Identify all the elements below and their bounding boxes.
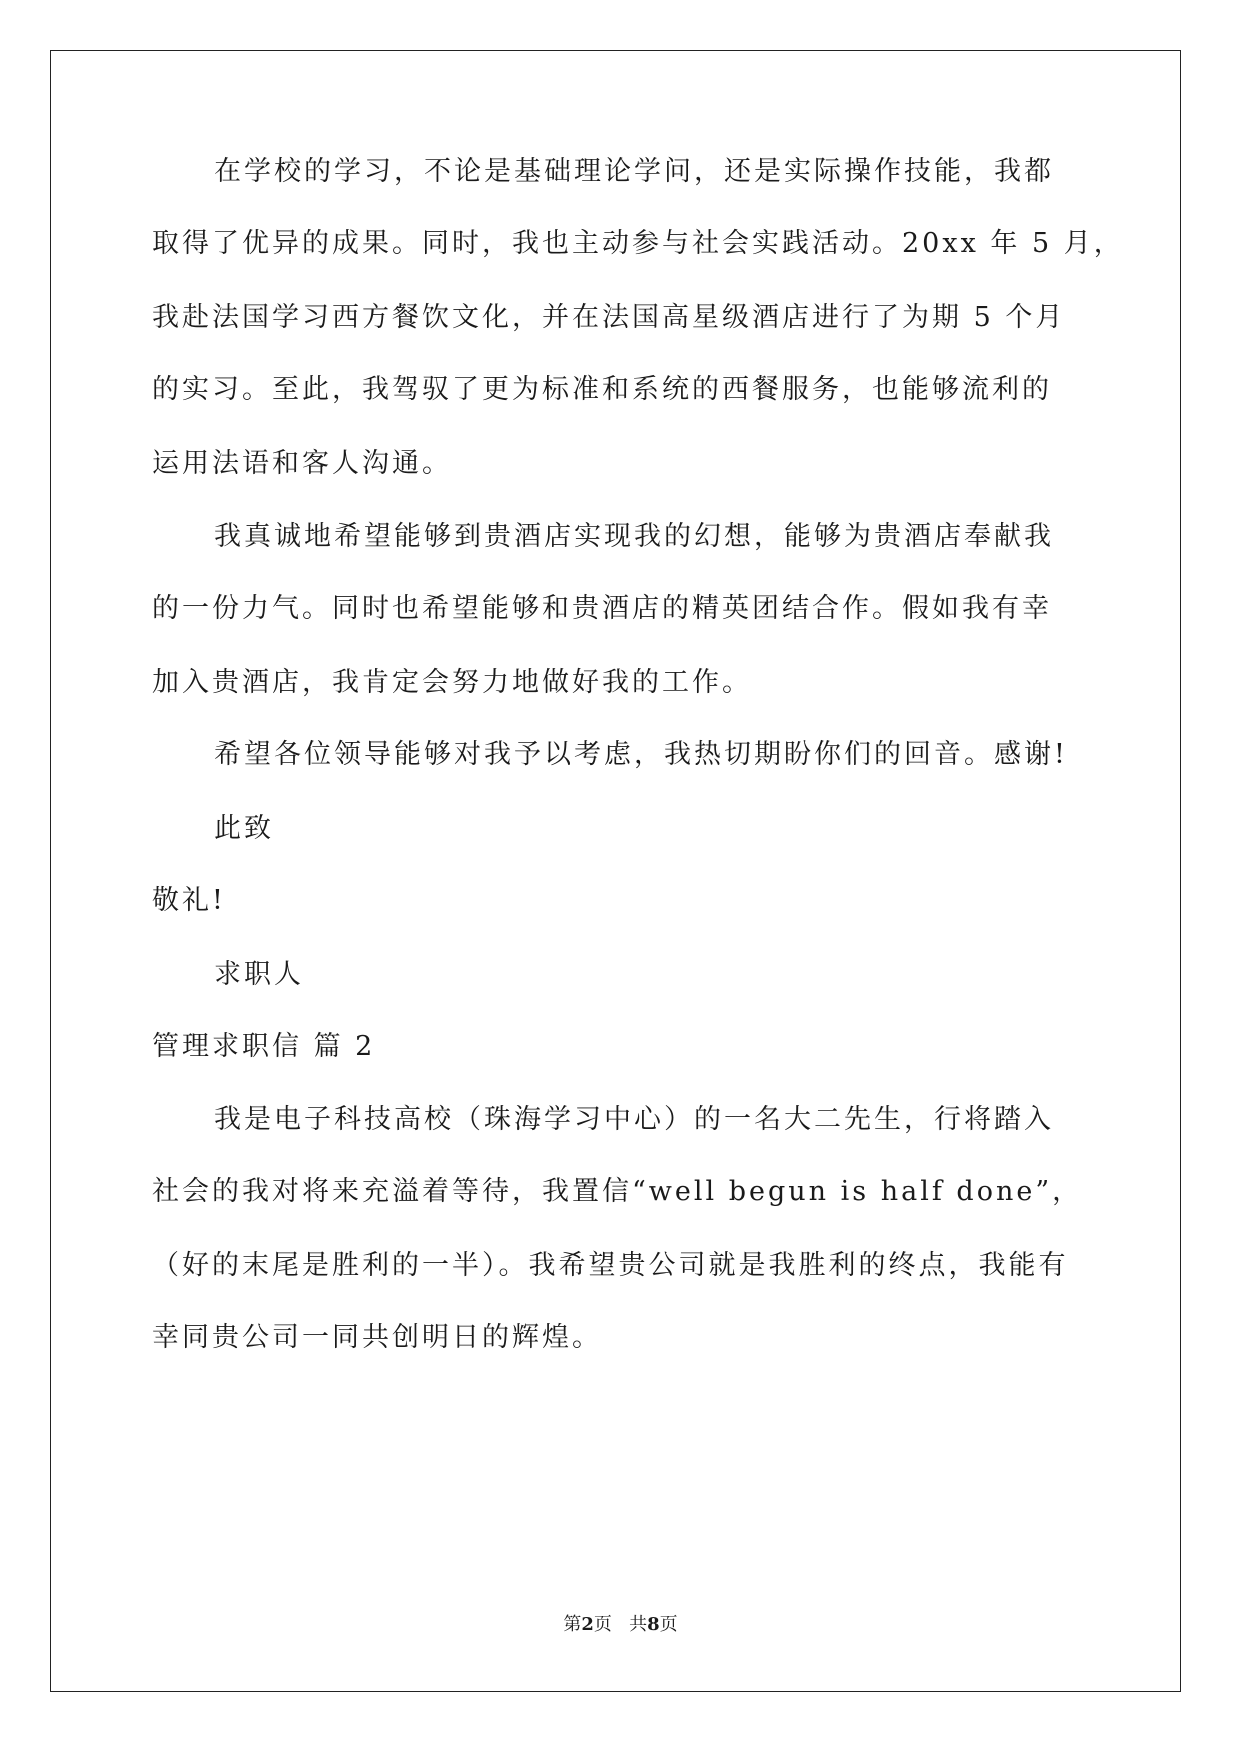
page-border [50, 50, 1181, 1692]
paragraph-line: 的实习。至此，我驾驭了更为标准和系统的西餐服务，也能够流利的 [152, 374, 1052, 405]
paragraph-line: 运用法语和客人沟通。 [152, 448, 452, 479]
total-pages: 8 [647, 1614, 660, 1635]
total-suffix: 页 [659, 1614, 678, 1635]
paragraph-line: 加入贵酒店，我肯定会努力地做好我的工作。 [152, 667, 752, 698]
page-footer [0, 1614, 1241, 1636]
paragraph-line: 我是电子科技高校（珠海学习中心）的一名大二先生，行将踏入 [214, 1104, 1054, 1135]
paragraph-line: 取得了优异的成果。同时，我也主动参与社会实践活动。20xx 年 5 月， [152, 228, 1124, 259]
page-prefix: 第 [563, 1614, 582, 1635]
paragraph-line: 希望各位领导能够对我予以考虑，我热切期盼你们的回音。感谢! [214, 739, 1068, 770]
closing-regards: 敬礼! [152, 885, 226, 916]
page-number: 2 [581, 1614, 594, 1635]
paragraph-line: 社会的我对将来充溢着等待，我置信“well begun is half done”， [152, 1176, 1083, 1207]
closing-salutation: 此致 [214, 813, 274, 844]
page-suffix: 页 [593, 1614, 612, 1635]
paragraph-line: 幸同贵公司一同共创明日的辉煌。 [152, 1322, 602, 1353]
signature-label: 求职人 [214, 959, 304, 990]
section-heading: 管理求职信 篇 2 [152, 1031, 376, 1062]
total-prefix: 共 [629, 1614, 648, 1635]
paragraph-line: 在学校的学习，不论是基础理论学问，还是实际操作技能，我都 [214, 156, 1054, 187]
paragraph-line: （好的末尾是胜利的一半）。我希望贵公司就是我胜利的终点，我能有 [152, 1250, 1069, 1281]
paragraph-line: 的一份力气。同时也希望能够和贵酒店的精英团结合作。假如我有幸 [152, 593, 1052, 624]
paragraph-line: 我赴法国学习西方餐饮文化，并在法国高星级酒店进行了为期 5 个月 [152, 302, 1066, 333]
paragraph-line: 我真诚地希望能够到贵酒店实现我的幻想，能够为贵酒店奉献我 [214, 521, 1054, 552]
